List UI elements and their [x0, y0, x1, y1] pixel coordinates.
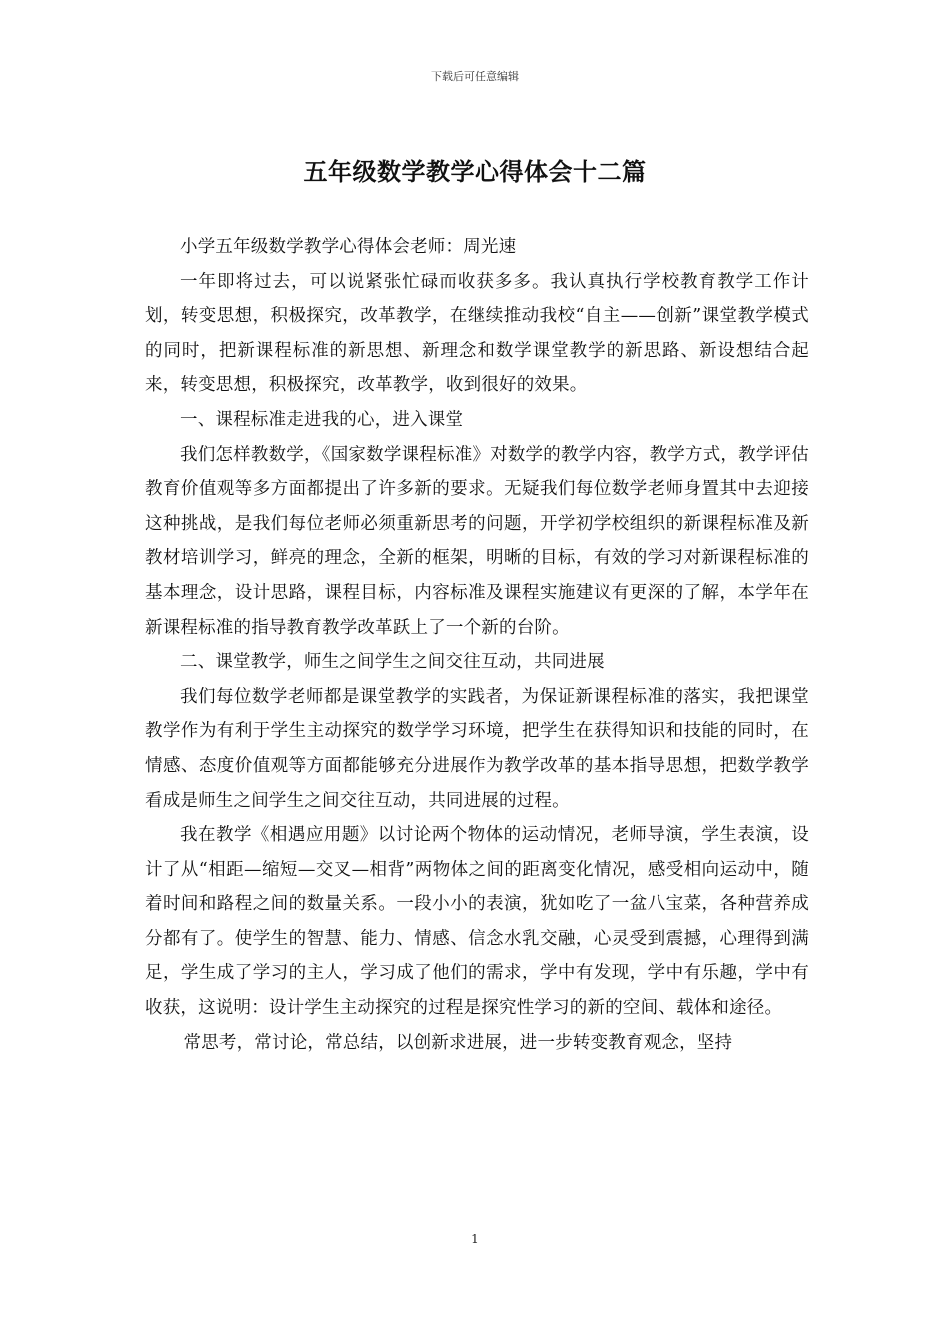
- header-note: 下载后可任意编辑: [431, 70, 519, 83]
- page-number: 1: [471, 1232, 479, 1246]
- paragraph-intro: 一年即将过去，可以说紧张忙碌而收获多多。我认真执行学校教育教学工作计划，转变思想，积极探究，改革教学，在继续推动我校“自主——创新”课堂教学模式的同时，把新课程标准的新思想、新理念和数学课堂教学的新思路、新设想结合起来，转变思想，积极探究，改革教学，收到很好的效果。: [145, 271, 809, 396]
- paragraph-example: 我在教学《相遇应用题》以讨论两个物体的运动情况，老师导演，学生表演，设计了从“相距—缩短—交叉—相背”两物体之间的距离变化情况，感受相向运动中，随着时间和路程之间的数量关系。一段小小的表演，犹如吃了一盆八宝菜，各种营养成分都有了。使学生的智慧、能力、情感、信念水乳交融，心灵受到震撼，心理得到满足，学生成了学习的主人，学习成了他们的需求，学中有发现，学中有乐趣，学中有收获，这说明：设计学生主动探究的过程是探究性学习的新的空间、载体和途径。: [145, 825, 809, 1019]
- section-heading-2: 二、课堂教学，师生之间学生之间交往互动，共同进展: [180, 652, 605, 673]
- section-heading-1: 一、课程标准走进我的心，进入课堂: [180, 409, 464, 430]
- paragraph-section-2: 我们每位数学老师都是课堂教学的实践者，为保证新课程标准的落实，我把课堂教学作为有利于学生主动探究的数学学习环境，把学生在获得知识和技能的同时，在情感、态度价值观等方面都能够充分进展作为教学改革的基本指导思想，把数学教学看成是师生之间学生之间交往互动，共同进展的过程。: [145, 686, 809, 811]
- document-body: [145, 230, 809, 1060]
- paragraph-author-line: 小学五年级数学教学心得体会老师：周光速: [180, 237, 517, 257]
- paragraph-section-1: 我们怎样教数学，《国家数学课程标准》对数学的教学内容，教学方式，教学评估教育价值观等多方面都提出了许多新的要求。无疑我们每位数学老师身置其中去迎接这种挑战，是我们每位老师必须重新思考的问题，开学初学校组织的新课程标准及新教材培训学习，鲜亮的理念，全新的框架，明晰的目标，有效的学习对新课程标准的基本理念，设计思路，课程目标，内容标准及课程实施建议有更深的了解，本学年在新课程标准的指导教育教学改革跃上了一个新的台阶。: [145, 444, 809, 638]
- paragraph-continued: 常思考，常讨论，常总结，以创新求进展，进一步转变教育观念，坚持: [183, 1032, 733, 1053]
- document-title: 五年级数学教学心得体会十二篇: [303, 157, 647, 186]
